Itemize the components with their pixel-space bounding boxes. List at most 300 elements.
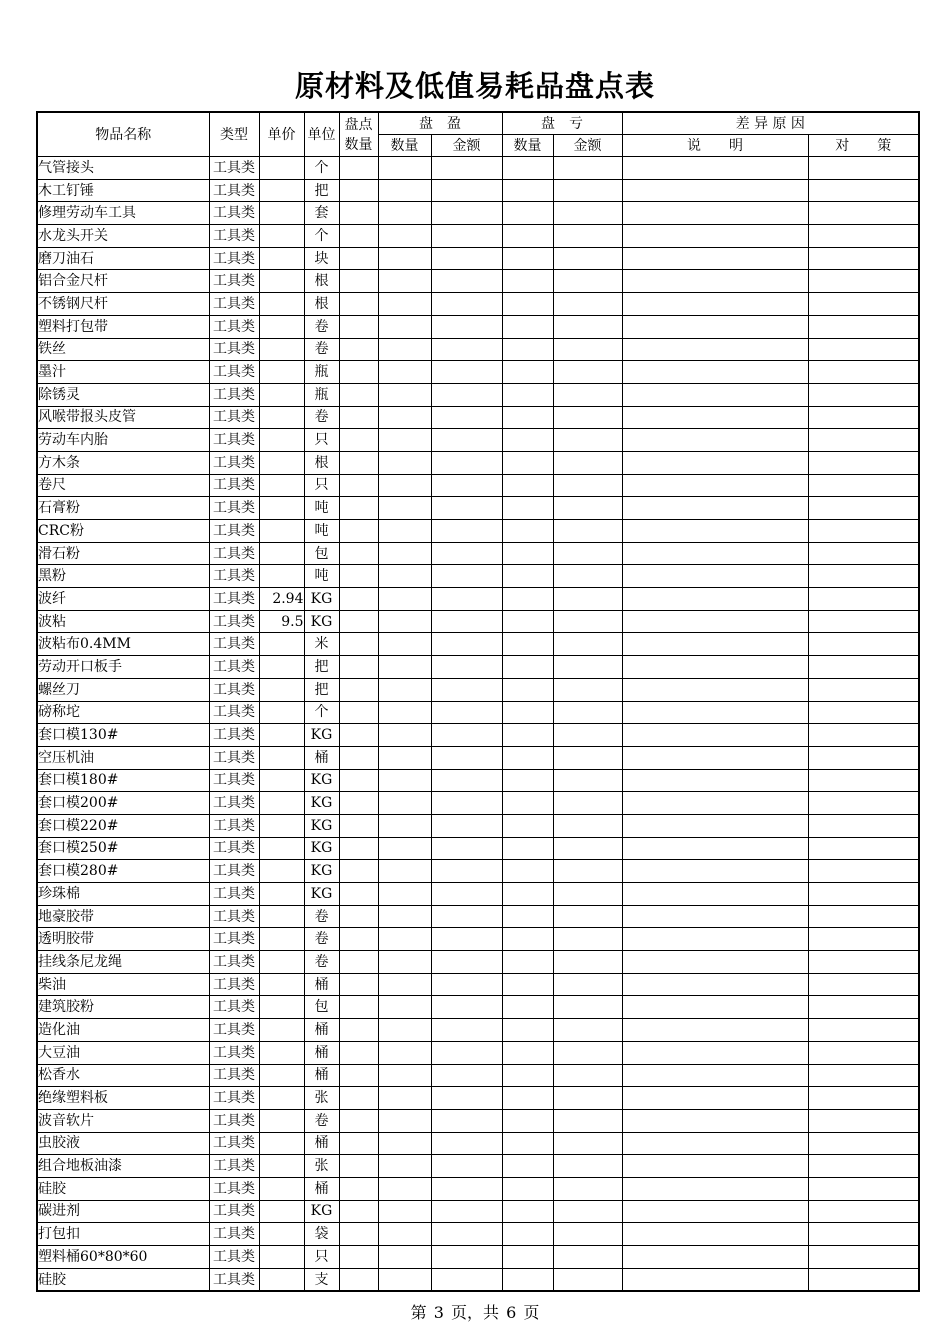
- surplus-qty-cell: [378, 883, 431, 906]
- unit-price-cell: [259, 1246, 304, 1269]
- surplus-qty-cell: [378, 270, 431, 293]
- reason-action-cell: [808, 1246, 919, 1269]
- surplus-qty-cell: [378, 361, 431, 384]
- shortage-qty-cell: [502, 656, 553, 679]
- header-surplus-qty: 数量: [378, 135, 431, 157]
- surplus-amount-cell: [431, 973, 502, 996]
- surplus-amount-cell: [431, 361, 502, 384]
- surplus-qty-cell: [378, 837, 431, 860]
- surplus-amount-cell: [431, 1019, 502, 1042]
- unit-cell: 只: [304, 474, 339, 497]
- surplus-qty-cell: [378, 383, 431, 406]
- shortage-amount-cell: [553, 520, 622, 543]
- unit-price-cell: [259, 837, 304, 860]
- shortage-qty-cell: [502, 383, 553, 406]
- table-row: [37, 701, 919, 724]
- item-name-cell: 碳进剂: [37, 1200, 209, 1223]
- reason-action-cell: [808, 837, 919, 860]
- item-type-cell: 工具类: [209, 1019, 259, 1042]
- shortage-qty-cell: [502, 1155, 553, 1178]
- surplus-amount-cell: [431, 905, 502, 928]
- count-qty-cell: [339, 973, 378, 996]
- item-name-cell: 建筑胶粉: [37, 996, 209, 1019]
- reason-desc-cell: [622, 520, 808, 543]
- table-row: [37, 497, 919, 520]
- surplus-amount-cell: [431, 202, 502, 225]
- surplus-amount-cell: [431, 1200, 502, 1223]
- reason-action-cell: [808, 383, 919, 406]
- unit-price-cell: [259, 1064, 304, 1087]
- unit-price-cell: [259, 814, 304, 837]
- surplus-amount-cell: [431, 837, 502, 860]
- footer-prefix: 第: [410, 1303, 427, 1322]
- unit-cell: 吨: [304, 565, 339, 588]
- reason-action-cell: [808, 1200, 919, 1223]
- shortage-amount-cell: [553, 1087, 622, 1110]
- shortage-amount-cell: [553, 361, 622, 384]
- shortage-amount-cell: [553, 451, 622, 474]
- footer-page-number: 3: [433, 1303, 444, 1322]
- reason-desc-cell: [622, 883, 808, 906]
- unit-price-cell: [259, 1223, 304, 1246]
- surplus-amount-cell: [431, 497, 502, 520]
- shortage-amount-cell: [553, 406, 622, 429]
- unit-cell: 套: [304, 202, 339, 225]
- unit-cell: 卷: [304, 338, 339, 361]
- unit-cell: KG: [304, 837, 339, 860]
- unit-price-cell: [259, 1132, 304, 1155]
- shortage-amount-cell: [553, 905, 622, 928]
- count-qty-cell: [339, 996, 378, 1019]
- surplus-qty-cell: [378, 860, 431, 883]
- shortage-qty-cell: [502, 769, 553, 792]
- unit-price-cell: [259, 565, 304, 588]
- unit-cell: 包: [304, 996, 339, 1019]
- surplus-qty-cell: [378, 202, 431, 225]
- reason-action-cell: [808, 293, 919, 316]
- shortage-amount-cell: [553, 633, 622, 656]
- shortage-amount-cell: [553, 701, 622, 724]
- shortage-qty-cell: [502, 474, 553, 497]
- reason-action-cell: [808, 179, 919, 202]
- header-reason: 差 异 原 因: [622, 112, 919, 135]
- shortage-qty-cell: [502, 293, 553, 316]
- shortage-qty-cell: [502, 814, 553, 837]
- reason-action-cell: [808, 610, 919, 633]
- surplus-amount-cell: [431, 814, 502, 837]
- surplus-amount-cell: [431, 769, 502, 792]
- reason-desc-cell: [622, 1109, 808, 1132]
- unit-price-cell: [259, 542, 304, 565]
- reason-desc-cell: [622, 429, 808, 452]
- item-name-cell: 套口模280#: [37, 860, 209, 883]
- shortage-qty-cell: [502, 1132, 553, 1155]
- item-name-cell: 打包扣: [37, 1223, 209, 1246]
- item-name-cell: 磨刀油石: [37, 247, 209, 270]
- count-qty-cell: [339, 406, 378, 429]
- unit-cell: KG: [304, 588, 339, 611]
- shortage-amount-cell: [553, 724, 622, 747]
- surplus-qty-cell: [378, 497, 431, 520]
- unit-cell: 支: [304, 1268, 339, 1291]
- item-type-cell: 工具类: [209, 883, 259, 906]
- surplus-amount-cell: [431, 565, 502, 588]
- header-shortage-amount: 金额: [553, 135, 622, 157]
- surplus-amount-cell: [431, 701, 502, 724]
- shortage-amount-cell: [553, 1041, 622, 1064]
- item-name-cell: 空压机油: [37, 746, 209, 769]
- surplus-amount-cell: [431, 588, 502, 611]
- shortage-qty-cell: [502, 338, 553, 361]
- count-qty-cell: [339, 883, 378, 906]
- surplus-qty-cell: [378, 1019, 431, 1042]
- reason-desc-cell: [622, 1223, 808, 1246]
- shortage-amount-cell: [553, 474, 622, 497]
- reason-desc-cell: [622, 202, 808, 225]
- item-type-cell: 工具类: [209, 225, 259, 248]
- unit-cell: 张: [304, 1155, 339, 1178]
- item-name-cell: 螺丝刀: [37, 678, 209, 701]
- reason-action-cell: [808, 225, 919, 248]
- reason-desc-cell: [622, 792, 808, 815]
- reason-desc-cell: [622, 361, 808, 384]
- unit-price-cell: [259, 746, 304, 769]
- surplus-amount-cell: [431, 633, 502, 656]
- unit-cell: KG: [304, 883, 339, 906]
- shortage-amount-cell: [553, 837, 622, 860]
- reason-action-cell: [808, 656, 919, 679]
- shortage-qty-cell: [502, 247, 553, 270]
- surplus-amount-cell: [431, 1109, 502, 1132]
- surplus-qty-cell: [378, 1109, 431, 1132]
- reason-action-cell: [808, 474, 919, 497]
- unit-price-cell: [259, 996, 304, 1019]
- reason-action-cell: [808, 247, 919, 270]
- surplus-amount-cell: [431, 724, 502, 747]
- item-type-cell: 工具类: [209, 157, 259, 180]
- shortage-qty-cell: [502, 1019, 553, 1042]
- header-type: 类型: [209, 112, 259, 157]
- table-row: [37, 1041, 919, 1064]
- shortage-qty-cell: [502, 610, 553, 633]
- reason-desc-cell: [622, 656, 808, 679]
- count-qty-cell: [339, 451, 378, 474]
- table-row: [37, 383, 919, 406]
- surplus-amount-cell: [431, 293, 502, 316]
- reason-action-cell: [808, 565, 919, 588]
- item-type-cell: 工具类: [209, 769, 259, 792]
- table-row: [37, 270, 919, 293]
- shortage-amount-cell: [553, 792, 622, 815]
- shortage-amount-cell: [553, 951, 622, 974]
- surplus-qty-cell: [378, 792, 431, 815]
- item-name-cell: 石膏粉: [37, 497, 209, 520]
- unit-price-cell: [259, 1041, 304, 1064]
- count-qty-cell: [339, 837, 378, 860]
- shortage-qty-cell: [502, 1246, 553, 1269]
- shortage-amount-cell: [553, 565, 622, 588]
- unit-price-cell: [259, 883, 304, 906]
- count-qty-cell: [339, 429, 378, 452]
- table-row: [37, 565, 919, 588]
- surplus-amount-cell: [431, 315, 502, 338]
- surplus-amount-cell: [431, 429, 502, 452]
- surplus-qty-cell: [378, 429, 431, 452]
- shortage-qty-cell: [502, 1200, 553, 1223]
- table-row: [37, 610, 919, 633]
- item-type-cell: 工具类: [209, 361, 259, 384]
- item-type-cell: 工具类: [209, 542, 259, 565]
- unit-price-cell: [259, 1019, 304, 1042]
- shortage-amount-cell: [553, 270, 622, 293]
- reason-desc-cell: [622, 746, 808, 769]
- reason-action-cell: [808, 1041, 919, 1064]
- item-name-cell: CRC粉: [37, 520, 209, 543]
- reason-action-cell: [808, 724, 919, 747]
- item-type-cell: 工具类: [209, 1268, 259, 1291]
- unit-cell: 吨: [304, 497, 339, 520]
- item-name-cell: 水龙头开关: [37, 225, 209, 248]
- surplus-qty-cell: [378, 1177, 431, 1200]
- surplus-amount-cell: [431, 951, 502, 974]
- item-type-cell: 工具类: [209, 1155, 259, 1178]
- item-type-cell: 工具类: [209, 1087, 259, 1110]
- reason-action-cell: [808, 429, 919, 452]
- surplus-qty-cell: [378, 520, 431, 543]
- reason-action-cell: [808, 361, 919, 384]
- item-name-cell: 硅胶: [37, 1177, 209, 1200]
- shortage-amount-cell: [553, 1223, 622, 1246]
- surplus-amount-cell: [431, 406, 502, 429]
- surplus-amount-cell: [431, 792, 502, 815]
- unit-cell: KG: [304, 610, 339, 633]
- item-type-cell: 工具类: [209, 1109, 259, 1132]
- shortage-qty-cell: [502, 837, 553, 860]
- shortage-qty-cell: [502, 724, 553, 747]
- table-row: [37, 973, 919, 996]
- item-type-cell: 工具类: [209, 701, 259, 724]
- reason-action-cell: [808, 1155, 919, 1178]
- reason-desc-cell: [622, 225, 808, 248]
- header-desc: 说 明: [622, 135, 808, 157]
- item-type-cell: 工具类: [209, 656, 259, 679]
- shortage-amount-cell: [553, 497, 622, 520]
- reason-desc-cell: [622, 905, 808, 928]
- shortage-amount-cell: [553, 247, 622, 270]
- item-name-cell: 透明胶带: [37, 928, 209, 951]
- shortage-qty-cell: [502, 270, 553, 293]
- item-name-cell: 塑料打包带: [37, 315, 209, 338]
- surplus-qty-cell: [378, 746, 431, 769]
- item-type-cell: 工具类: [209, 951, 259, 974]
- reason-action-cell: [808, 928, 919, 951]
- unit-cell: KG: [304, 792, 339, 815]
- count-qty-cell: [339, 542, 378, 565]
- surplus-qty-cell: [378, 951, 431, 974]
- unit-cell: 个: [304, 225, 339, 248]
- item-name-cell: 磅称坨: [37, 701, 209, 724]
- item-name-cell: 卷尺: [37, 474, 209, 497]
- reason-action-cell: [808, 905, 919, 928]
- count-qty-cell: [339, 588, 378, 611]
- unit-cell: 把: [304, 678, 339, 701]
- unit-cell: 卷: [304, 1109, 339, 1132]
- reason-action-cell: [808, 746, 919, 769]
- shortage-amount-cell: [553, 746, 622, 769]
- unit-cell: 只: [304, 1246, 339, 1269]
- unit-cell: 把: [304, 179, 339, 202]
- shortage-amount-cell: [553, 429, 622, 452]
- unit-price-cell: [259, 656, 304, 679]
- count-qty-cell: [339, 1177, 378, 1200]
- shortage-amount-cell: [553, 1064, 622, 1087]
- item-name-cell: 套口模220#: [37, 814, 209, 837]
- reason-action-cell: [808, 406, 919, 429]
- table-row: [37, 1155, 919, 1178]
- item-name-cell: 绝缘塑料板: [37, 1087, 209, 1110]
- item-name-cell: 套口模250#: [37, 837, 209, 860]
- item-name-cell: 木工钉锤: [37, 179, 209, 202]
- footer-middle: 页，共: [450, 1303, 499, 1322]
- reason-action-cell: [808, 792, 919, 815]
- item-type-cell: 工具类: [209, 588, 259, 611]
- count-qty-cell: [339, 497, 378, 520]
- shortage-amount-cell: [553, 225, 622, 248]
- surplus-amount-cell: [431, 157, 502, 180]
- item-name-cell: 波粘布0.4MM: [37, 633, 209, 656]
- table-row: [37, 315, 919, 338]
- shortage-amount-cell: [553, 315, 622, 338]
- count-qty-cell: [339, 928, 378, 951]
- shortage-amount-cell: [553, 1109, 622, 1132]
- header-count: [339, 112, 378, 157]
- unit-price-cell: [259, 1268, 304, 1291]
- item-type-cell: 工具类: [209, 814, 259, 837]
- table-row: [37, 247, 919, 270]
- item-name-cell: 波音软片: [37, 1109, 209, 1132]
- table-row: [37, 792, 919, 815]
- surplus-qty-cell: [378, 610, 431, 633]
- unit-price-cell: [259, 928, 304, 951]
- surplus-amount-cell: [431, 1064, 502, 1087]
- table-row: [37, 361, 919, 384]
- reason-desc-cell: [622, 383, 808, 406]
- item-type-cell: 工具类: [209, 338, 259, 361]
- unit-price-cell: [259, 293, 304, 316]
- count-qty-cell: [339, 383, 378, 406]
- item-name-cell: 墨汁: [37, 361, 209, 384]
- count-qty-cell: [339, 270, 378, 293]
- header-unit: 单位: [304, 112, 339, 157]
- reason-desc-cell: [622, 338, 808, 361]
- surplus-qty-cell: [378, 315, 431, 338]
- surplus-amount-cell: [431, 996, 502, 1019]
- item-name-cell: 松香水: [37, 1064, 209, 1087]
- count-qty-cell: [339, 1223, 378, 1246]
- item-type-cell: 工具类: [209, 451, 259, 474]
- unit-price-cell: [259, 905, 304, 928]
- header-shortage: 盘 亏: [502, 112, 622, 135]
- item-type-cell: 工具类: [209, 1223, 259, 1246]
- count-qty-cell: [339, 656, 378, 679]
- count-qty-cell: [339, 905, 378, 928]
- unit-price-cell: [259, 179, 304, 202]
- unit-cell: 桶: [304, 746, 339, 769]
- unit-cell: 桶: [304, 1064, 339, 1087]
- table-row: [37, 1087, 919, 1110]
- surplus-amount-cell: [431, 1132, 502, 1155]
- count-qty-cell: [339, 610, 378, 633]
- unit-price-cell: [259, 361, 304, 384]
- reason-action-cell: [808, 1132, 919, 1155]
- item-type-cell: 工具类: [209, 406, 259, 429]
- reason-desc-cell: [622, 1200, 808, 1223]
- shortage-amount-cell: [553, 1177, 622, 1200]
- unit-price-cell: [259, 973, 304, 996]
- unit-cell: 瓶: [304, 361, 339, 384]
- shortage-amount-cell: [553, 1019, 622, 1042]
- surplus-qty-cell: [378, 179, 431, 202]
- reason-desc-cell: [622, 678, 808, 701]
- unit-cell: KG: [304, 1200, 339, 1223]
- surplus-qty-cell: [378, 1132, 431, 1155]
- surplus-qty-cell: [378, 565, 431, 588]
- count-qty-cell: [339, 724, 378, 747]
- item-name-cell: 套口模130#: [37, 724, 209, 747]
- shortage-qty-cell: [502, 225, 553, 248]
- unit-price-cell: [259, 724, 304, 747]
- item-name-cell: 气管接头: [37, 157, 209, 180]
- count-qty-cell: [339, 1155, 378, 1178]
- unit-price-cell: 9.5: [259, 610, 304, 633]
- item-name-cell: 大豆油: [37, 1041, 209, 1064]
- count-qty-cell: [339, 1246, 378, 1269]
- count-qty-cell: [339, 520, 378, 543]
- surplus-qty-cell: [378, 633, 431, 656]
- table-row: [37, 429, 919, 452]
- reason-desc-cell: [622, 406, 808, 429]
- shortage-amount-cell: [553, 1155, 622, 1178]
- surplus-amount-cell: [431, 883, 502, 906]
- reason-action-cell: [808, 1109, 919, 1132]
- header-shortage-qty: 数量: [502, 135, 553, 157]
- item-name-cell: 地豪胶带: [37, 905, 209, 928]
- item-type-cell: 工具类: [209, 383, 259, 406]
- unit-price-cell: [259, 1087, 304, 1110]
- unit-cell: 卷: [304, 315, 339, 338]
- header-surplus-amount: 金额: [431, 135, 502, 157]
- unit-price-cell: [259, 1155, 304, 1178]
- unit-cell: 根: [304, 451, 339, 474]
- table-row: [37, 293, 919, 316]
- unit-cell: 张: [304, 1087, 339, 1110]
- unit-price-cell: [259, 338, 304, 361]
- page-title: 原材料及低值易耗品盘点表: [294, 69, 655, 103]
- count-qty-cell: [339, 361, 378, 384]
- reason-desc-cell: [622, 1155, 808, 1178]
- count-qty-cell: [339, 860, 378, 883]
- count-qty-cell: [339, 565, 378, 588]
- count-qty-cell: [339, 633, 378, 656]
- item-type-cell: 工具类: [209, 474, 259, 497]
- table-row: [37, 724, 919, 747]
- reason-desc-cell: [622, 837, 808, 860]
- shortage-qty-cell: [502, 860, 553, 883]
- header-action: 对 策: [808, 135, 919, 157]
- unit-price-cell: [259, 429, 304, 452]
- item-type-cell: 工具类: [209, 315, 259, 338]
- item-name-cell: 硅胶: [37, 1268, 209, 1291]
